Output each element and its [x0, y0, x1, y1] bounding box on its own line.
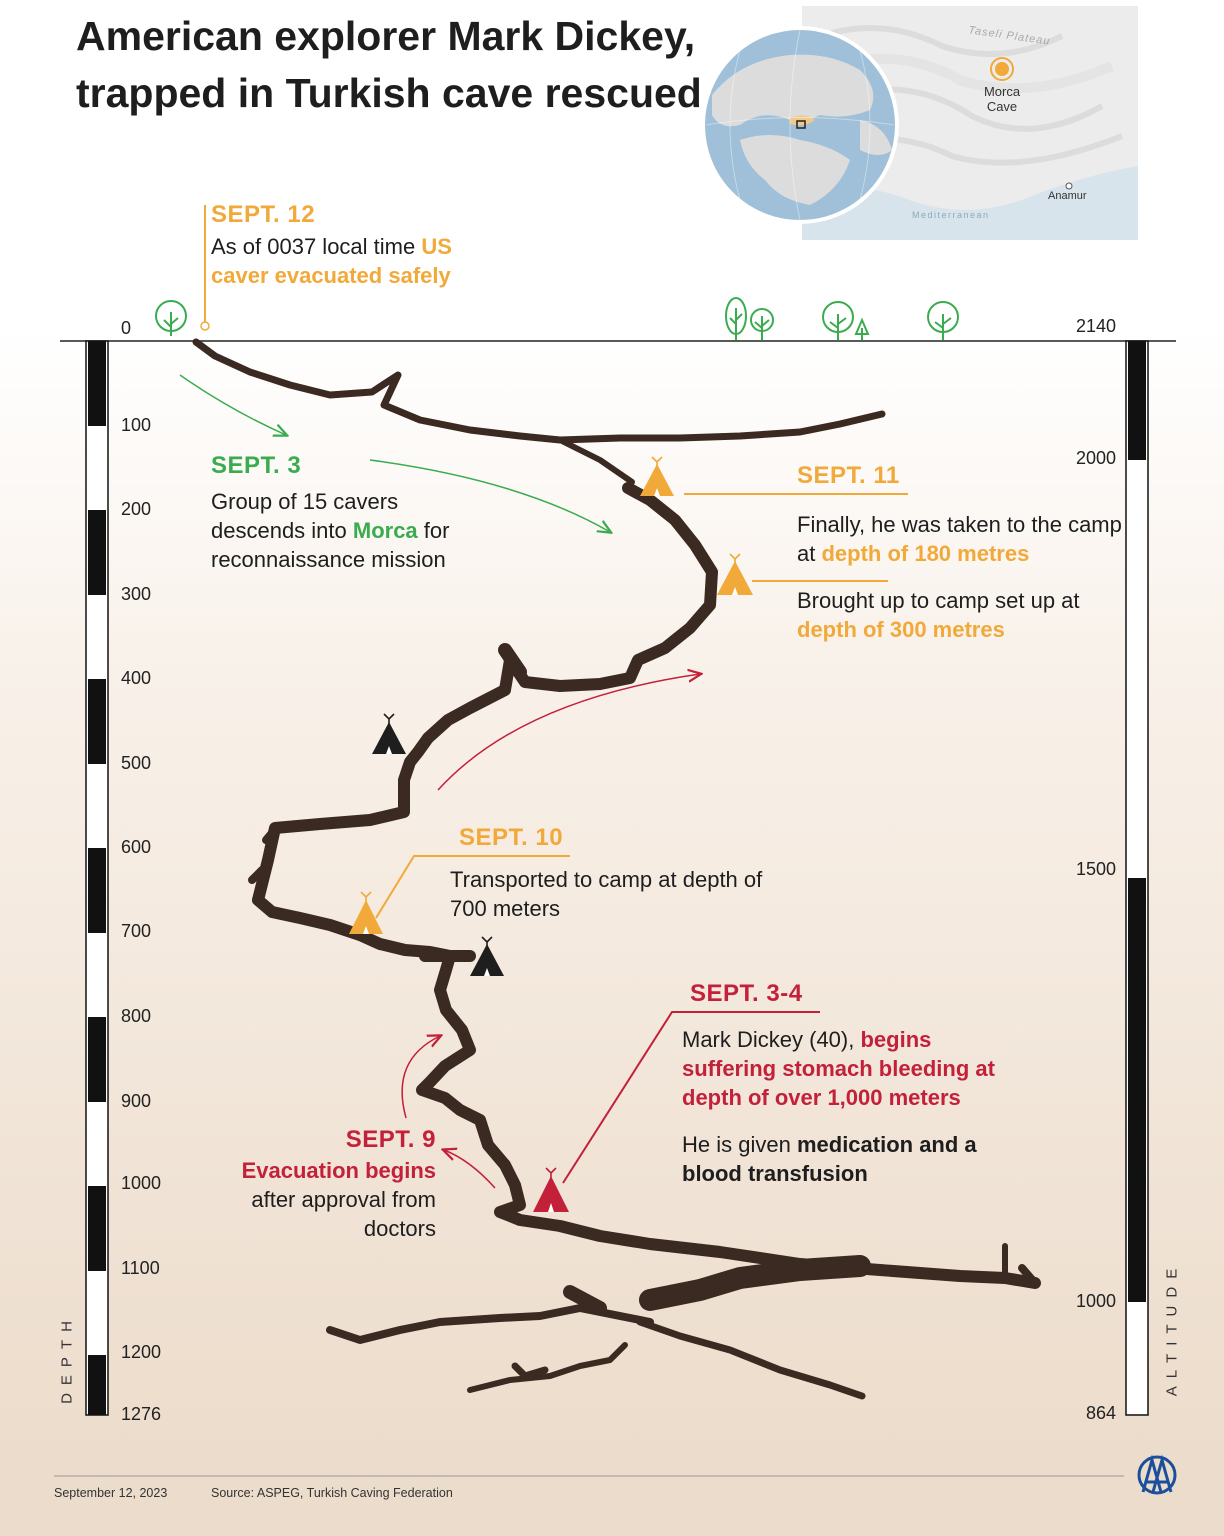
event-sept34-text2 — [682, 1130, 1027, 1188]
event-text — [211, 232, 511, 290]
depth-tick: 300 — [121, 584, 152, 604]
altitude-tick: 864 — [1085, 1403, 1116, 1423]
camp-tent-700 — [349, 892, 383, 934]
camp-tent-1000 — [533, 1168, 569, 1212]
cave-label — [972, 84, 1032, 114]
event-text-highlight: depth of 180 metres — [821, 541, 1030, 566]
event-text-plain-2: for reconnaissance mission — [211, 518, 450, 572]
event-text — [211, 487, 456, 574]
altitude-tick: 2140 — [1075, 316, 1116, 336]
depth-tick: 500 — [121, 753, 152, 773]
event-date: SEPT. 3 — [211, 452, 302, 479]
depth-tick: 100 — [121, 415, 152, 435]
altitude-tick: 2000 — [1075, 448, 1116, 468]
tree-icon — [823, 302, 853, 340]
camp-tent-300 — [717, 554, 753, 595]
altitude-tick: 1500 — [1075, 859, 1116, 879]
terrain-map — [802, 6, 1138, 240]
cave-label-line1: Morca — [983, 84, 1021, 99]
tree-icon — [751, 309, 773, 340]
event-text-plain: He is given — [682, 1132, 797, 1157]
event-sept12 — [211, 201, 511, 290]
ascent-arrow-2 — [402, 1036, 440, 1118]
tree-icon — [726, 298, 746, 340]
depth-tick: 1000 — [121, 1173, 162, 1193]
event-text-plain: Finally, he was taken to the camp at — [797, 512, 1122, 566]
depth-tick: 400 — [121, 668, 152, 688]
depth-tick: 1276 — [121, 1404, 162, 1424]
depth-tick: 700 — [121, 921, 152, 941]
tree-icon — [928, 302, 958, 340]
event-sept10-date: SEPT. 10 — [459, 824, 564, 851]
depth-axis-label: DEPTH — [58, 1313, 76, 1404]
tree-icons — [156, 298, 958, 340]
depth-tick: 1200 — [121, 1342, 162, 1362]
ascent-arrow-1 — [438, 674, 700, 790]
event-sept3 — [211, 452, 456, 574]
event-text-highlight: depth of 300 metres — [797, 617, 1005, 642]
event-sept10-text: Transported to camp at depth of 700 meters — [450, 867, 763, 921]
event-date: SEPT. 9 — [345, 1126, 436, 1153]
page-title: American explorer Mark Dickey, trapped in Turkish cave rescued — [76, 13, 702, 116]
camp-tent-180 — [640, 457, 674, 496]
depth-ruler — [86, 341, 108, 1415]
altitude-axis-label: ALTITUDE — [1163, 1260, 1181, 1397]
depth-tick: 200 — [121, 499, 152, 519]
event-text-plain: As of 0037 local time — [211, 234, 422, 259]
event-text-highlight: US caver evacuated safely — [211, 234, 452, 288]
event-text-plain: Group of 15 cavers descends into — [211, 489, 399, 543]
aa-logo-icon — [1139, 1457, 1175, 1493]
plateau-label: Taseli Plateau — [967, 24, 1052, 48]
event-text-bold: medication and a blood transfusion — [682, 1132, 977, 1186]
sea-label: Mediterranean — [912, 210, 990, 220]
depth-tick: 1100 — [121, 1258, 160, 1278]
event-sept11-text1 — [797, 510, 1127, 568]
camp-tent-450 — [372, 714, 406, 754]
event-text-highlight: Evacuation begins — [241, 1158, 436, 1183]
event-date: SEPT. 12 — [211, 201, 316, 228]
event-text-plain: Mark Dickey (40), — [682, 1027, 861, 1052]
cave-label-line2: Cave — [986, 99, 1018, 114]
event-sept34-text1 — [682, 1025, 1027, 1112]
descent-arrow-1 — [180, 375, 286, 435]
event-sept34-date: SEPT. 3-4 — [690, 980, 803, 1007]
tree-icon — [856, 320, 868, 340]
camp-tent-750 — [470, 937, 504, 976]
depth-tick: 0 — [121, 318, 132, 338]
event-text-plain: after approval from doctors — [251, 1187, 436, 1241]
ascent-arrow-3 — [444, 1150, 495, 1188]
depth-tick: 800 — [121, 1006, 152, 1026]
event-text-highlight: Morca — [352, 518, 418, 543]
event-sept11-text2 — [797, 586, 1127, 644]
event-sept11-date: SEPT. 11 — [797, 462, 900, 489]
event-text-plain: Brought up to camp set up at — [797, 588, 1080, 613]
depth-tick: 900 — [121, 1091, 152, 1111]
altitude-tick: 1000 — [1075, 1291, 1116, 1311]
tree-icon — [156, 301, 186, 336]
footer-date: September 12, 2023 — [54, 1486, 168, 1500]
town-label: Anamur — [1048, 190, 1087, 202]
event-sept9 — [196, 1126, 436, 1243]
sept12-marker — [201, 322, 209, 330]
depth-tick: 600 — [121, 837, 152, 857]
altitude-ruler — [1126, 341, 1148, 1415]
locator-map — [802, 6, 1138, 240]
event-text-highlight: begins suffering stomach bleeding at depth of over 1,000 meters — [682, 1027, 995, 1110]
footer-source: Source: ASPEG, Turkish Caving Federation — [211, 1486, 453, 1500]
